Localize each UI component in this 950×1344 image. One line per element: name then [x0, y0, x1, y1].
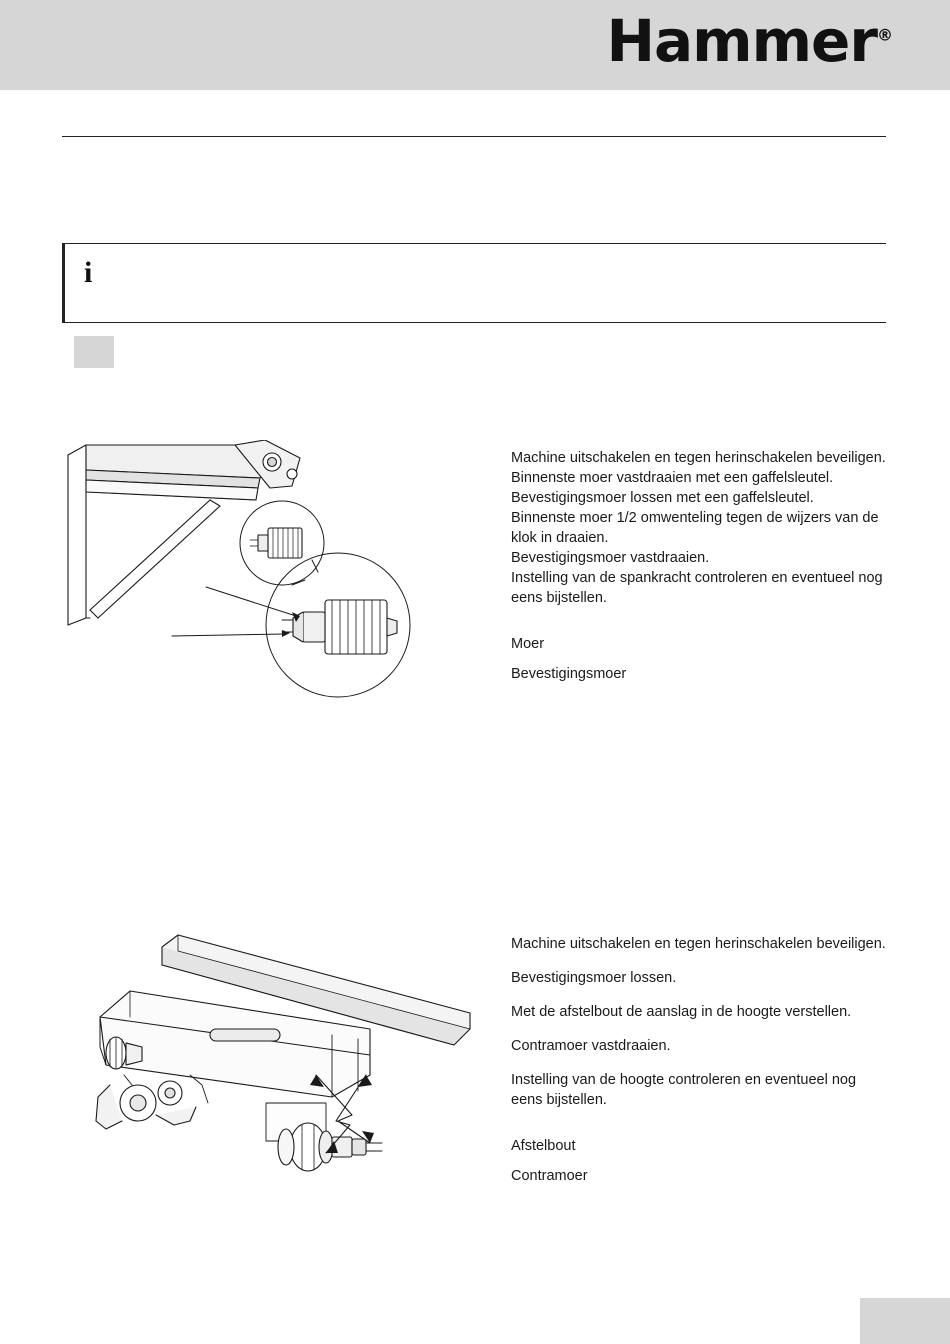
- page-corner-tab: [860, 1298, 950, 1344]
- step-line: Bevestigingsmoer lossen met een gaffelsleutel.: [511, 490, 814, 506]
- brand-name: Hammer: [606, 7, 877, 75]
- step-line: Met de afstelbout de aanslag in de hoogte verstellen.: [511, 1004, 852, 1020]
- legend-label: Afstelbout: [511, 1138, 576, 1154]
- divider-top: [62, 136, 886, 137]
- step-line: Bevestigingsmoer vastdraaien.: [511, 550, 710, 566]
- step-line: Instelling van de hoogte controleren en eventueel nog eens bijstellen.: [511, 1072, 857, 1108]
- registered-mark: ®: [877, 25, 892, 45]
- instruction-block-height: [511, 934, 891, 1186]
- legend-label: Contramoer: [511, 1168, 588, 1184]
- info-block-bar: [62, 243, 65, 323]
- figure-height-adjust-bolt: [70, 925, 490, 1200]
- divider-info-top: [62, 243, 886, 244]
- step-line: Machine uitschakelen en tegen herinschakelen beveiligen.: [511, 936, 886, 952]
- step-line: Instelling van de spankracht controleren en eventueel nog eens bijstellen.: [511, 570, 883, 606]
- section-marker-chip: [74, 336, 114, 368]
- step-line: Binnenste moer vastdraaien met een gaffelsleutel.: [511, 470, 834, 486]
- step-line: Machine uitschakelen en tegen herinschakelen beveiligen.: [511, 450, 886, 466]
- step-line: Bevestigingsmoer lossen.: [511, 970, 677, 986]
- step-line: Contramoer vastdraaien.: [511, 1038, 671, 1054]
- figure-blade-tension-nut: [60, 440, 480, 715]
- info-icon: i: [84, 256, 93, 289]
- divider-info-bottom: [62, 322, 886, 323]
- instruction-block-tension: [511, 448, 891, 684]
- brand-logo: [606, 7, 893, 75]
- legend-label: Bevestigingsmoer: [511, 666, 627, 682]
- step-line: Binnenste moer 1/2 omwenteling tegen de wijzers van de klok in draaien.: [511, 510, 879, 546]
- legend-label: Moer: [511, 636, 545, 652]
